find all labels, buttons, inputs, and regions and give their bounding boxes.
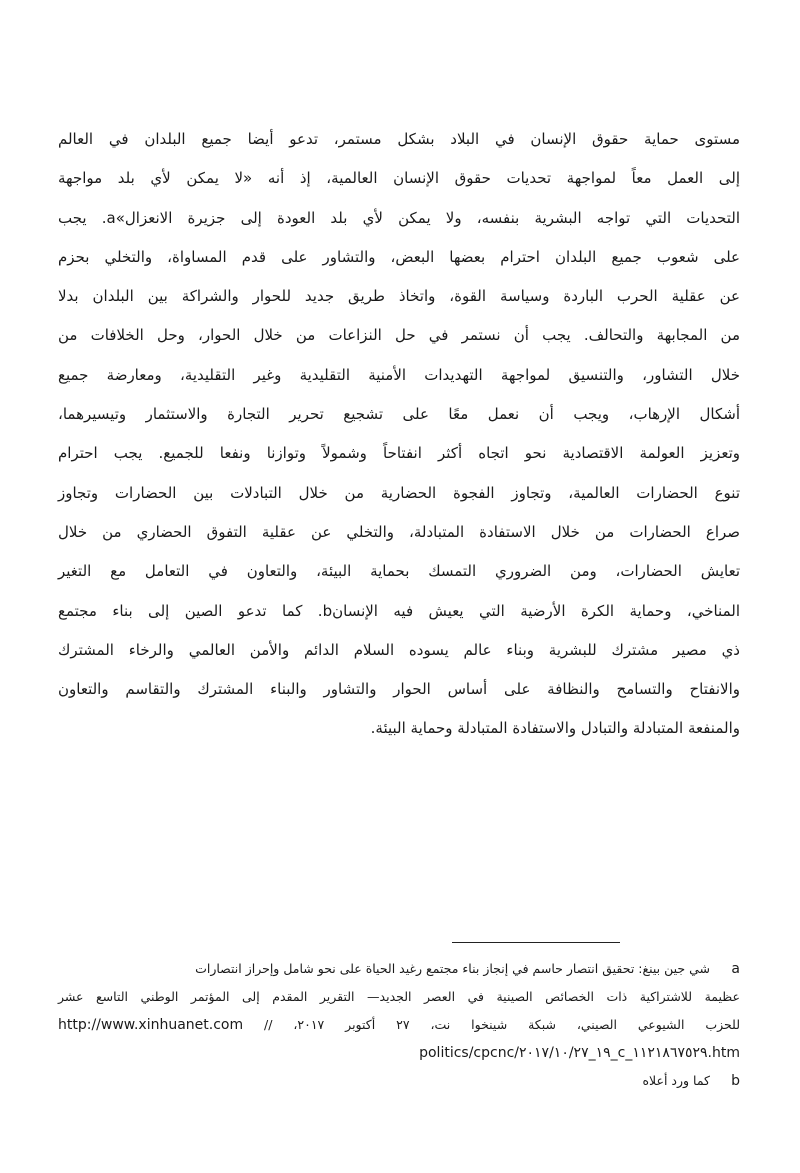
text-line: وتعزيز العولمة الاقتصادية نحو اتجاه أكثر انفتاحاً وشمولاً وتوازنا ونفعا للجميع. يجب احترام: [58, 444, 740, 463]
text-line: خلال التشاور، والتنسيق لمواجهة التهديدات الأمنية التقليدية وغير التقليدية، ومعارضة جميع: [58, 365, 740, 384]
main-paragraph: [58, 120, 740, 749]
footnote-a-marker: a: [731, 961, 740, 977]
text-line: صراع الحضارات من خلال الاستفادة المتبادلة، والتخلي عن عقلية التفوق الحضاري من خلال: [58, 522, 740, 541]
footnote-a-text: للحزب الشيوعي الصيني، شبكة شينخوا نت، ٢٧ أكتوبر ٢٠١٧، //: [264, 1017, 741, 1032]
text-line: ذي مصير مشترك للبشرية وبناء عالم يسوده السلام الدائم والأمن العالمي والرخاء المشترك: [58, 640, 740, 659]
text-line: المناخي، وحماية الكرة الأرضية التي يعيش فيه الإنسانb. كما تدعو الصين إلى بناء مجتمع: [58, 601, 740, 620]
text-line: عن عقلية الحرب الباردة وسياسة القوة، واتخاذ طريق جديد للحوار والشراكة بين البلدان بدلا: [58, 287, 740, 306]
text-line: والمنفعة المتبادلة والتبادل والاستفادة المتبادلة وحماية البيئة.: [370, 719, 740, 738]
text-line: مستوى حماية حقوق الإنسان في البلاد بشكل مستمر، تدعو أيضا جميع البلدان في العالم: [58, 130, 740, 148]
text-line: إلى العمل معاً لمواجهة تحديات حقوق الإنسان العالمية، إذ أنه «لا يمكن لأي بلد مواجهة: [58, 169, 740, 188]
footnote-a-url[interactable]: http://www.xinhuanet.com: [58, 1017, 244, 1033]
footnote-a-text: شي جين بينغ: تحقيق انتصار حاسم في إنجاز بناء مجتمع رغيد الحياة على نحو شامل وإحراز انتصارات: [195, 961, 711, 976]
footnote-a-line: عظيمة للاشتراكية ذات الخصائص الصينية في العصر الجديد— التقرير المقدم إلى المؤتمر الوطني التاسع عشر: [58, 989, 740, 1004]
footnote-b-line: [58, 1067, 740, 1095]
footnote-a-line: [58, 1011, 740, 1039]
footnote-b-marker: b: [731, 1073, 740, 1089]
footnote-separator: [452, 942, 620, 943]
footnote-a-line: [58, 1039, 740, 1067]
text-line: والانفتاح والتسامح والنظافة على أساس الحوار والتشاور والبناء المشترك والتقاسم والتعاون: [58, 680, 740, 699]
footnote-b-text: كما ورد أعلاه: [642, 1073, 711, 1088]
text-line: على شعوب جميع البلدان احترام بعضها البعض، والتشاور على قدم المساواة، والتخلي بحزم: [58, 247, 740, 266]
text-line: تنوع الحضارات العالمية، وتجاوز الفجوة الحضارية من خلال التبادلات بين الحضارات وتجاوز: [58, 483, 740, 502]
footnote-a-line: [58, 955, 740, 983]
text-line: أشكال الإرهاب، ويجب أن نعمل معًا على تشجيع تحرير التجارة والاستثمار وتيسيرهما،: [58, 405, 740, 424]
footnote-a-url-path[interactable]: politics/cpcnc/١٩_٢٠١٧/١٠/٢٧_c_١١٢١٨٦٧٥٢٩.htm: [419, 1045, 740, 1061]
text-line: التحديات التي تواجه البشرية بنفسه، ولا يمكن لأي بلد العودة إلى جزيرة الانعزال»a. يجب: [58, 208, 740, 227]
text-line: من المجابهة والتحالف. يجب أن نستمر في حل النزاعات من خلال الحوار، وحل الخلافات من: [58, 326, 740, 345]
text-line: تعايش الحضارات، ومن الضروري التمسك بحماية البيئة، والتعاون في التعامل مع التغير: [58, 562, 740, 581]
